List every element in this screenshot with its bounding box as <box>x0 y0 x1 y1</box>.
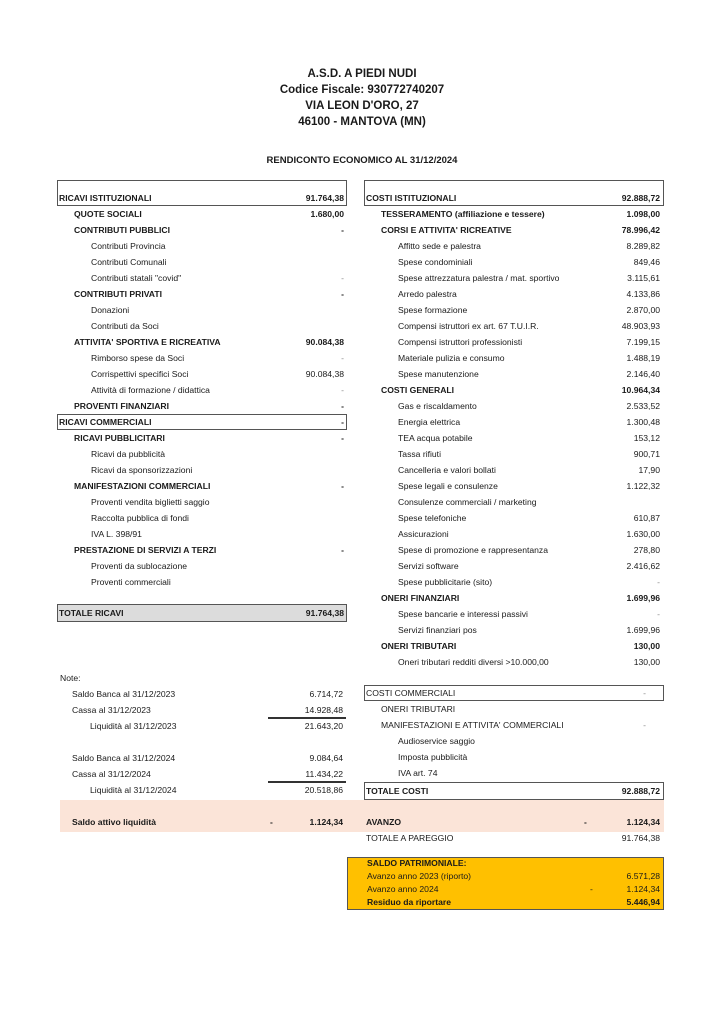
cost-row: Compensi istruttori professionisti 7.199,15 <box>398 337 660 347</box>
cost-row: Spese attrezzatura palestra / mat. sportivo 3.115,61 <box>398 273 660 283</box>
city: 46100 - MANTOVA (MN) <box>298 116 426 128</box>
surplus-row: AVANZO - 1.124,34 <box>366 817 660 827</box>
rev-row: Contributi Provincia <box>91 241 166 251</box>
cost-row: Servizi finanziari pos 1.699,96 <box>398 625 660 635</box>
notes-row: Liquidità al 31/12/2024 20.518,86 <box>90 785 343 795</box>
cost-row: Spese di promozione e rappresentanza 278,80 <box>398 545 660 555</box>
cost-row: Materiale pulizia e consumo 1.488,19 <box>398 353 660 363</box>
rev-row: Attività di formazione / didattica - <box>91 385 344 395</box>
cost-row: CORSI E ATTIVITA' RICREATIVE 78.996,42 <box>381 225 660 235</box>
notes-row: Saldo Banca al 31/12/2024 9.084,64 <box>72 753 343 763</box>
org-name: A.S.D. A PIEDI NUDI <box>307 68 417 80</box>
cost-row: Spese manutenzione 2.146,40 <box>398 369 660 379</box>
rev-row: Contributi da Soci <box>91 321 159 331</box>
rev-row: Contributi statali "covid" - <box>91 273 344 283</box>
cost-row: Arredo palestra 4.133,86 <box>398 289 660 299</box>
tax-code: Codice Fiscale: 930772740207 <box>279 84 445 96</box>
cost-row: Oneri tributari redditi diversi >10.000,00 130,00 <box>398 657 660 667</box>
rev-row: Rimborso spese da Soci - <box>91 353 344 363</box>
equity-title: SALDO PATRIMONIALE: <box>367 858 467 868</box>
rev-row: CONTRIBUTI PRIVATI - <box>74 289 344 299</box>
notes-row: Saldo Banca al 31/12/2023 6.714,72 <box>72 689 343 699</box>
cost-row: Spese legali e consulenze 1.122,32 <box>398 481 660 491</box>
equity-row: Avanzo anno 2023 (riporto) 6.571,28 <box>367 871 660 881</box>
commercial-cost-row: MANIFESTAZIONI E ATTIVITA' COMMERCIALI - <box>381 720 646 730</box>
rev-row: PRESTAZIONE DI SERVIZI A TERZI - <box>74 545 344 555</box>
cost-row: Consulenze commerciali / marketing <box>398 497 537 507</box>
total-costs-row: TOTALE COSTI 92.888,72 <box>366 786 660 796</box>
rev-row: RICAVI COMMERCIALI - <box>59 417 344 427</box>
commercial-cost-row: IVA art. 74 <box>398 768 438 778</box>
equity-row: Residuo da riportare 5.446,94 <box>367 897 660 907</box>
rev-row: Proventi commerciali <box>91 577 171 587</box>
total-revenues-row: TOTALE RICAVI 91.764,38 <box>59 608 344 618</box>
notes-row: Cassa al 31/12/2024 11.434,22 <box>72 769 343 779</box>
commercial-cost-row: Audioservice saggio <box>398 736 475 746</box>
rev-row: IVA L. 398/91 <box>91 529 142 539</box>
address: VIA LEON D'ORO, 27 <box>305 100 419 112</box>
rev-row: Ricavi da sponsorizzazioni <box>91 465 193 475</box>
commercial-cost-row: COSTI COMMERCIALI - <box>366 688 646 698</box>
cost-row: Affitto sede e palestra 8.289,82 <box>398 241 660 251</box>
cost-row: Tassa rifiuti 900,71 <box>398 449 660 459</box>
commercial-cost-row: ONERI TRIBUTARI <box>381 704 456 714</box>
rev-row: Raccolta pubblica di fondi <box>91 513 189 523</box>
cost-row: Energia elettrica 1.300,48 <box>398 417 660 427</box>
cost-row: Gas e riscaldamento 2.533,52 <box>398 401 660 411</box>
cost-row: Compensi istruttori ex art. 67 T.U.I.R. 48.903,93 <box>398 321 660 331</box>
notes-row: Cassa al 31/12/2023 14.928,48 <box>72 705 343 715</box>
rev-row: Corrispettivi specifici Soci 90.084,38 <box>91 369 344 379</box>
balance-row: TOTALE A PAREGGIO 91.764,38 <box>366 833 660 843</box>
rev-row: Proventi vendita biglietti saggio <box>91 497 210 507</box>
rev-row: Contributi Comunali <box>91 257 167 267</box>
commercial-cost-row: Imposta pubblicità <box>398 752 468 762</box>
notes-row: Liquidità al 31/12/2023 21.643,20 <box>90 721 343 731</box>
liquidity-row: Saldo attivo liquidità - 1.124,34 <box>72 817 343 827</box>
rev-row: Proventi da sublocazione <box>91 561 188 571</box>
cost-row: Servizi software 2.416,62 <box>398 561 660 571</box>
rev-row: RICAVI ISTITUZIONALI 91.764,38 <box>59 193 344 203</box>
rev-row: QUOTE SOCIALI 1.680,00 <box>74 209 344 219</box>
rev-row: ATTIVITA' SPORTIVA E RICREATIVA 90.084,38 <box>74 337 344 347</box>
cost-row: ONERI TRIBUTARI 130,00 <box>381 641 660 651</box>
rev-row: Ricavi da pubblicità <box>91 449 166 459</box>
rev-row: Donazioni <box>91 305 130 315</box>
cost-row: Spese telefoniche 610,87 <box>398 513 660 523</box>
cost-row: Assicurazioni 1.630,00 <box>398 529 660 539</box>
rev-row: CONTRIBUTI PUBBLICI - <box>74 225 344 235</box>
rev-row: PROVENTI FINANZIARI - <box>74 401 344 411</box>
notes-title: Note: <box>60 673 81 683</box>
equity-row: Avanzo anno 2024 - 1.124,34 <box>367 884 660 894</box>
cost-row: Spese condominiali 849,46 <box>398 257 660 267</box>
cost-row: COSTI ISTITUZIONALI 92.888,72 <box>366 193 660 203</box>
rev-row: RICAVI PUBBLICITARI - <box>74 433 344 443</box>
cost-row: Spese pubblicitarie (sito) - <box>398 577 660 587</box>
cost-row: Spese bancarie e interessi passivi - <box>398 609 660 619</box>
cost-row: TEA acqua potabile 153,12 <box>398 433 660 443</box>
rev-row: MANIFESTAZIONI COMMERCIALI - <box>74 481 344 491</box>
report-title: RENDICONTO ECONOMICO AL 31/12/2024 <box>266 155 458 166</box>
cost-row: Spese formazione 2.870,00 <box>398 305 660 315</box>
cost-row: TESSERAMENTO (affiliazione e tessere) 1.098,00 <box>381 209 660 219</box>
cost-row: COSTI GENERALI 10.964,34 <box>381 385 660 395</box>
cost-row: ONERI FINANZIARI 1.699,96 <box>381 593 660 603</box>
cost-row: Cancelleria e valori bollati 17,90 <box>398 465 660 475</box>
